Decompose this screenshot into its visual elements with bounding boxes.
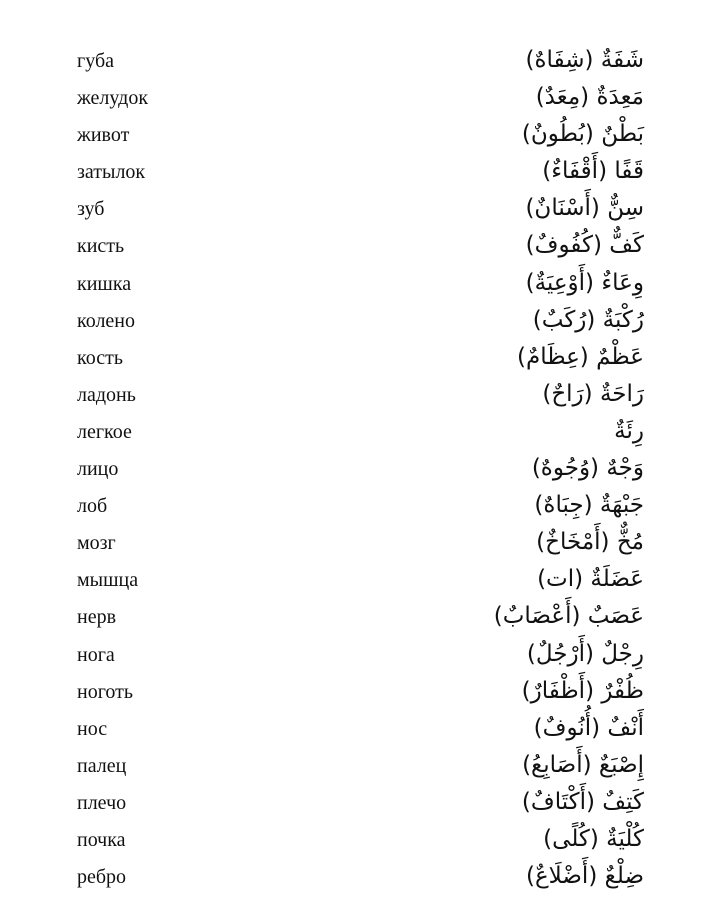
vocab-row [0, 451, 720, 488]
arabic-word: كُلْيَةٌ (كُلًى) [543, 825, 644, 852]
arabic-word: شَفَةٌ (شِفَاهٌ) [525, 47, 644, 73]
arabic-word: مَعِدَةٌ (مِعَدٌ) [535, 84, 644, 111]
vocab-row [0, 525, 720, 562]
vocab-row [0, 377, 720, 414]
arabic-word: سِنٌّ (أَسْنَانٌ) [525, 195, 644, 222]
arabic-word: وَجْهٌ (وُجُوهٌ) [531, 455, 644, 482]
russian-word: затылок [77, 161, 146, 184]
arabic-word: جَبْهَةٌ (جِبَاهٌ) [534, 492, 644, 519]
vocab-row [0, 785, 720, 822]
russian-word: палец [77, 754, 127, 777]
arabic-word: كَتِفٌ (أَكْتَافٌ) [521, 788, 644, 815]
vocab-row [0, 154, 720, 191]
arabic-word: كَفٌّ (كُفُوفٌ) [525, 232, 644, 259]
russian-word: лицо [77, 458, 119, 481]
arabic-word: بَطْنٌ (بُطُونٌ) [521, 121, 644, 148]
vocab-row [0, 637, 720, 674]
russian-word: кишка [77, 272, 132, 295]
vocab-row [0, 859, 720, 896]
russian-word: мышца [77, 569, 139, 592]
arabic-word: رُكْبَةٌ (رُكَبٌ) [532, 306, 644, 333]
russian-word: нога [77, 643, 115, 666]
vocab-row [0, 340, 720, 377]
vocab-row [0, 266, 720, 303]
arabic-word: ظُفْرٌ (أَظْفَارٌ) [521, 677, 644, 704]
russian-word: желудок [77, 87, 149, 110]
vocab-row [0, 674, 720, 711]
vocab-row [0, 562, 720, 599]
russian-word: нос [77, 717, 108, 740]
vocab-row [0, 488, 720, 525]
arabic-word: ضِلْعٌ (أَضْلَاعٌ) [525, 863, 644, 890]
russian-word: почка [77, 828, 126, 851]
vocab-row [0, 117, 720, 154]
arabic-word: إِصْبَعٌ (أَصَابِعُ) [522, 751, 644, 778]
arabic-word: قَفًا (أَقْفَاءٌ) [542, 158, 644, 185]
arabic-word: وِعَاءٌ (أَوْعِيَةٌ) [525, 269, 644, 296]
vocab-row [0, 228, 720, 265]
vocab-row [0, 80, 720, 117]
russian-word: ладонь [77, 383, 136, 406]
russian-word: живот [77, 124, 130, 147]
vocab-row [0, 822, 720, 859]
russian-word: губа [77, 50, 114, 72]
vocab-row [0, 191, 720, 228]
arabic-word: رِئَةٌ [614, 417, 644, 444]
vocab-row [0, 711, 720, 748]
arabic-word: أَنْفٌ (أُنُوفٌ) [533, 714, 644, 741]
russian-word: ноготь [77, 680, 134, 703]
arabic-word: رِجْلٌ (أَرْجُلٌ) [526, 640, 644, 667]
arabic-word: عَظْمٌ (عِظَامٌ) [517, 343, 644, 370]
russian-word: лоб [77, 495, 108, 518]
russian-word: колено [77, 309, 135, 332]
arabic-word: عَصَبٌ (أَعْصَابٌ) [493, 603, 644, 630]
russian-word: легкое [77, 420, 132, 443]
arabic-word: مُخٌّ (أَمْخَاخٌ) [536, 529, 644, 556]
russian-word: зуб [77, 198, 105, 221]
russian-word: мозг [77, 532, 116, 555]
vocab-row [0, 599, 720, 636]
russian-word: плечо [77, 791, 127, 814]
russian-word: кисть [77, 235, 125, 258]
arabic-word: رَاحَةٌ (رَاحٌ) [542, 380, 644, 407]
vocabulary-list [0, 43, 720, 896]
vocab-row [0, 43, 720, 80]
vocab-row [0, 414, 720, 451]
arabic-word: عَضَلَةٌ (ات) [537, 566, 644, 593]
russian-word: ребро [77, 866, 127, 889]
vocab-row [0, 748, 720, 785]
vocab-row [0, 303, 720, 340]
russian-word: нерв [77, 606, 117, 629]
russian-word: кость [77, 346, 123, 369]
